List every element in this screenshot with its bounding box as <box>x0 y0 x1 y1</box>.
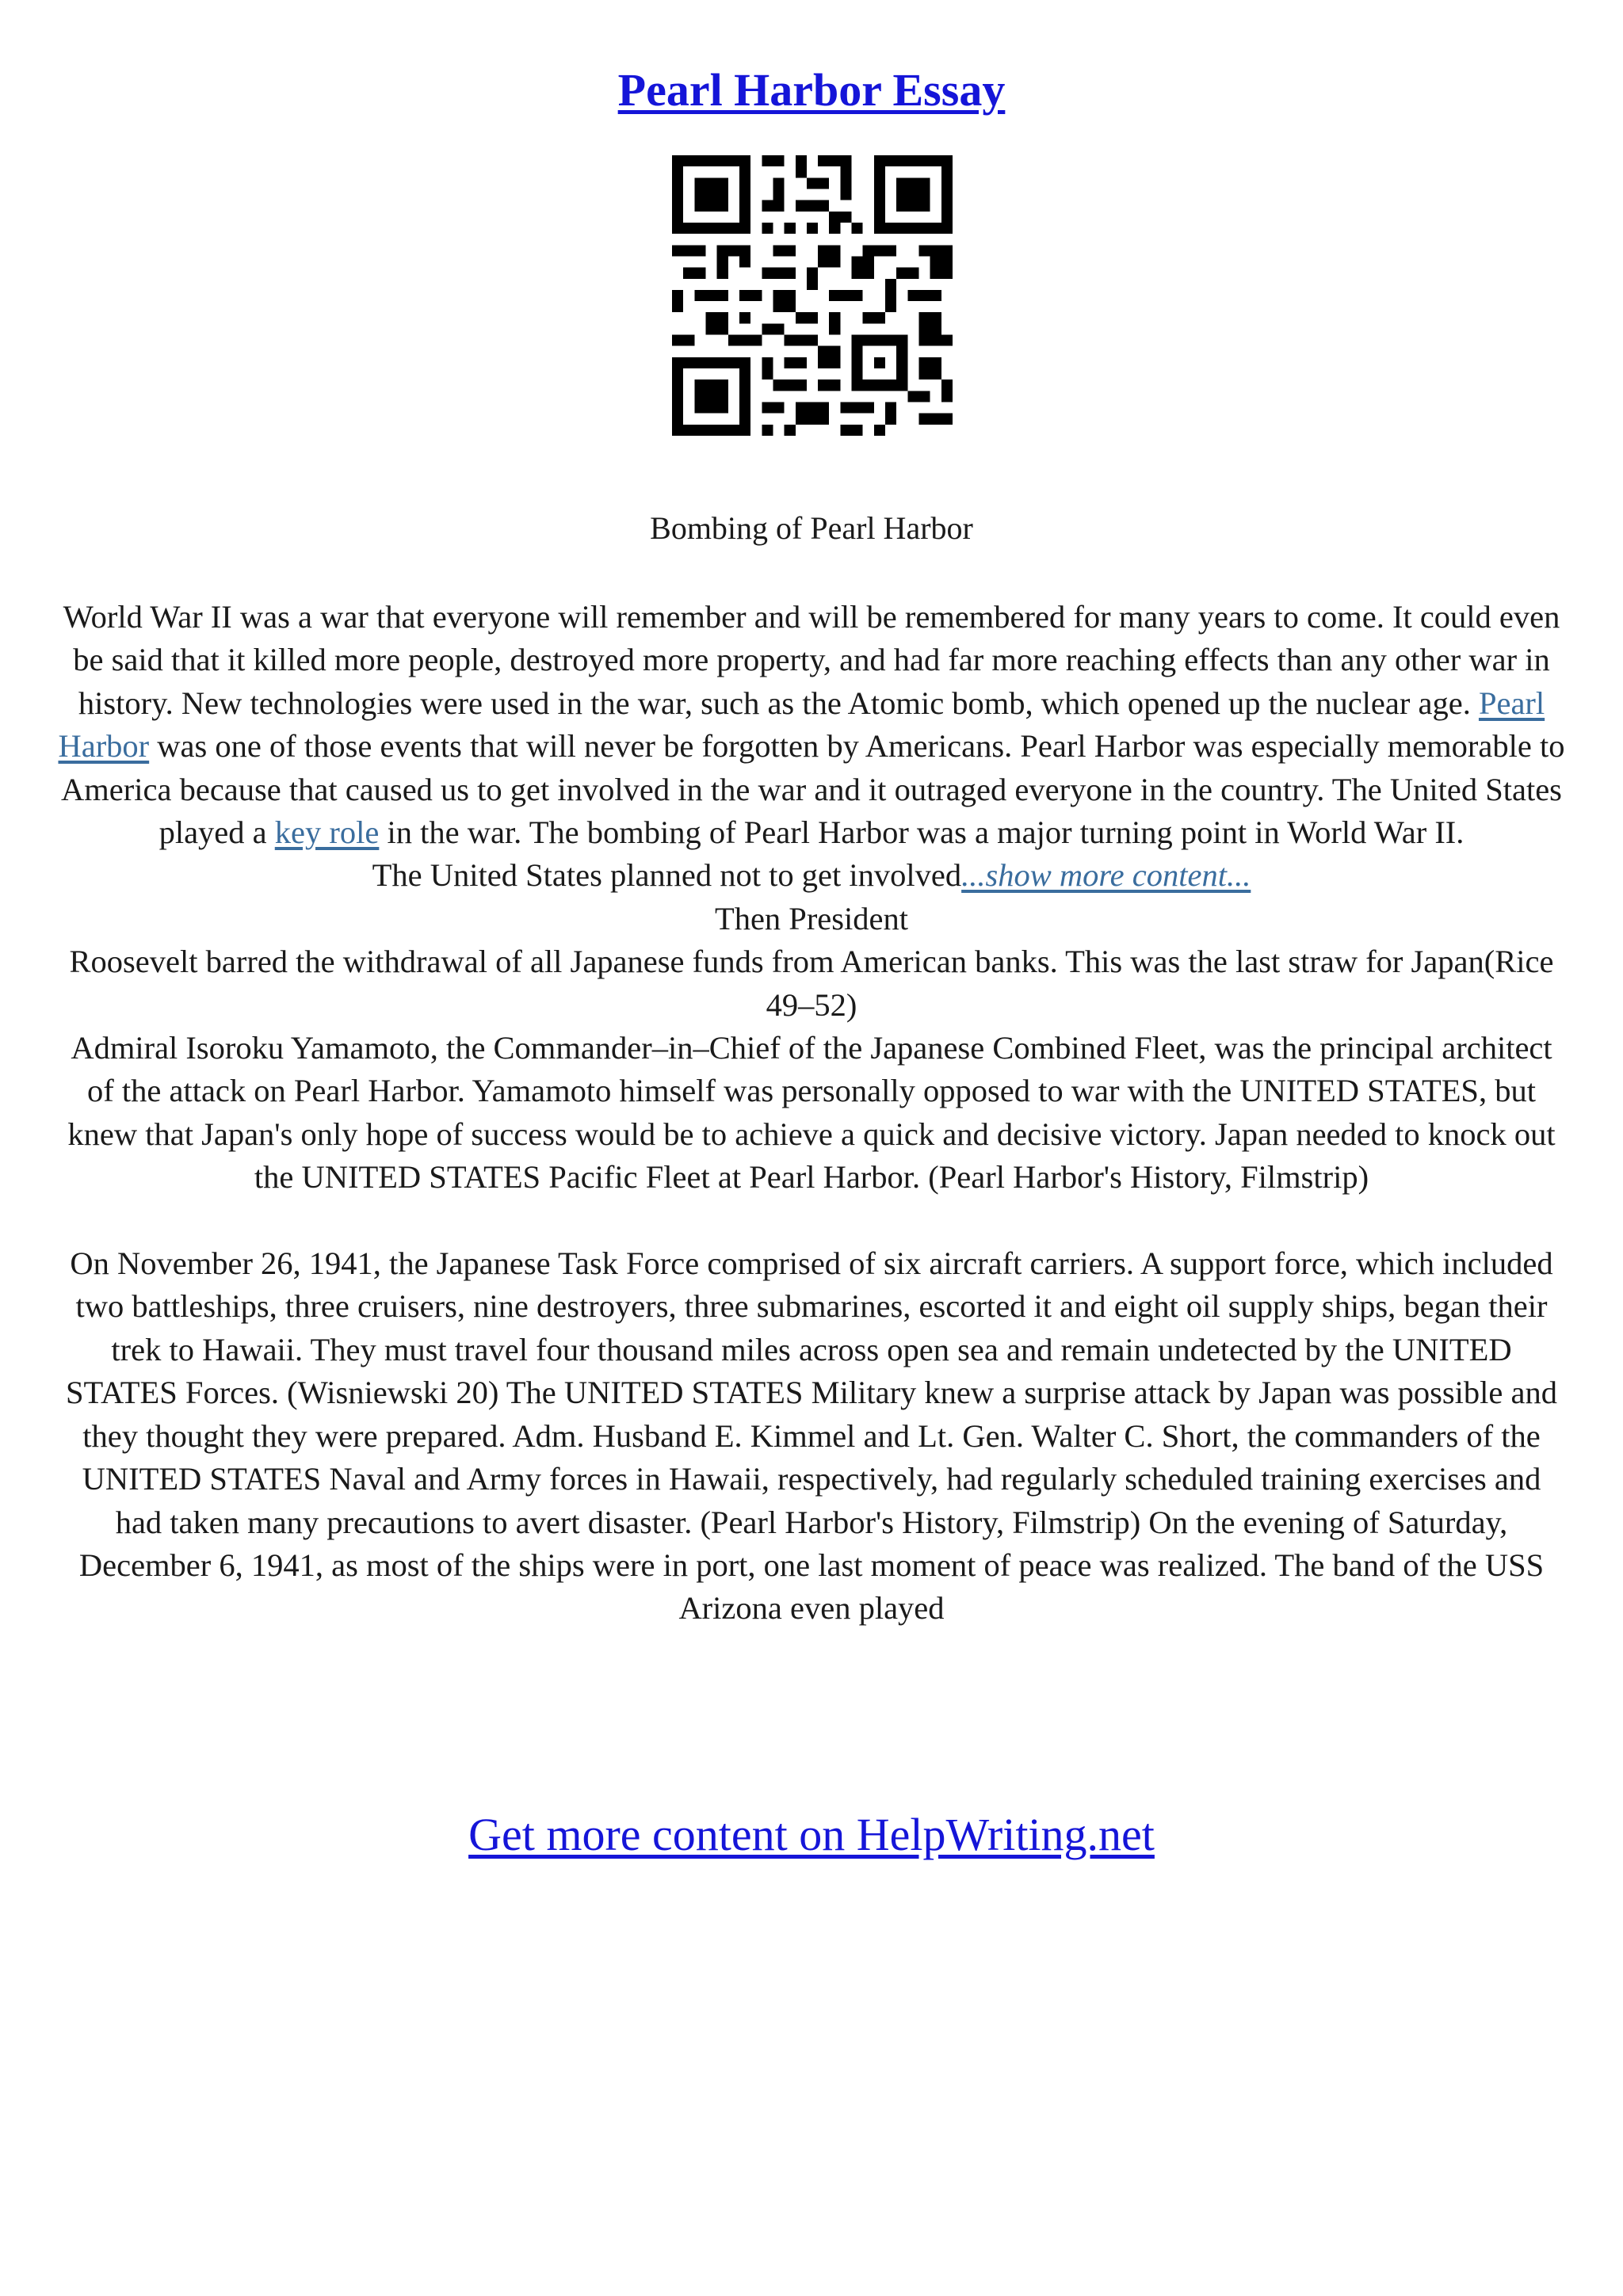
paragraph-then-president: Then President <box>714 900 909 936</box>
essay-heading: Bombing of Pearl Harbor <box>650 510 973 546</box>
paragraph-spacer <box>55 1199 1568 1242</box>
paragraph-task-force: On November 26, 1941, the Japanese Task Force comprised of six aircraft carriers. A support force, which included two battleships, three cruisers, nine destroyers, three submarines, escorted it and eight oil supply ships, began their trek to Hawaii. They must travel four thousand miles across open sea and remain undetected by the UNITED STATES Forces. (Wisniewski 20) The UNITED STATES Military knew a surprise attack by Japan was possible and they thought they were prepared. Adm. Husband E. Kimmel and Lt. Gen. Walter C. Short, the commanders of the UNITED STATES Naval and Army forces in Hawaii, respectively, had regularly scheduled training exercises and had taken many precautions to avert disaster. (Pearl Harbor's History, Filmstrip) On the evening of Saturday, December 6, 1941, as most of the ships were in port, one last moment of peace was realized. The band of the USS Arizona even played <box>66 1245 1557 1627</box>
footer <box>0 1803 1623 1867</box>
key-role-link[interactable]: key role <box>274 814 380 851</box>
show-more-link[interactable]: ...show more content... <box>961 857 1251 894</box>
essay-body <box>55 596 1568 1630</box>
paragraph-intro: World War II was a war that everyone will remember and will be remembered for many years to come. It could even be said that it killed more people, destroyed more property, and had far more reaching effects than any other war in history. New technologies were used in the war, such as the Atomic bomb, which opened up the nuclear age. Pearl Harbor was one of those events that will never be forgotten by Americans. Pearl Harbor was especially memorable to America because that caused us to get involved in the war and it outraged everyone in the country. The United States played a key role in the war. The bombing of Pearl Harbor was a major turning point in World War II. <box>58 599 1565 851</box>
title-link[interactable]: Pearl Harbor Essay <box>617 64 1006 116</box>
get-more-content-link[interactable]: Get more content on HelpWriting.net <box>468 1809 1155 1860</box>
paragraph-roosevelt: Roosevelt barred the withdrawal of all Japanese funds from American banks. This was the last straw for Japan(Rice 49–52) <box>69 944 1554 1023</box>
qr-code-icon <box>672 155 953 436</box>
paragraph-planned: The United States planned not to get involved...show more content... <box>372 857 1251 894</box>
harbor-link[interactable]: Harbor <box>58 728 150 765</box>
qr-code-image <box>672 155 953 436</box>
paragraph-yamamoto: Admiral Isoroku Yamamoto, the Commander–in–Chief of the Japanese Combined Fleet, was the principal architect of the attack on Pearl Harbor. Yamamoto himself was personally opposed to war with the UNITED STATES, but knew that Japan's only hope of success would be to achieve a quick and decisive victory. Japan needed to knock out the UNITED STATES Pacific Fleet at Pearl Harbor. (Pearl Harbor's History, Filmstrip) <box>67 1030 1556 1196</box>
page-title <box>0 59 1623 122</box>
pearl-link[interactable]: Pearl <box>1478 685 1545 721</box>
